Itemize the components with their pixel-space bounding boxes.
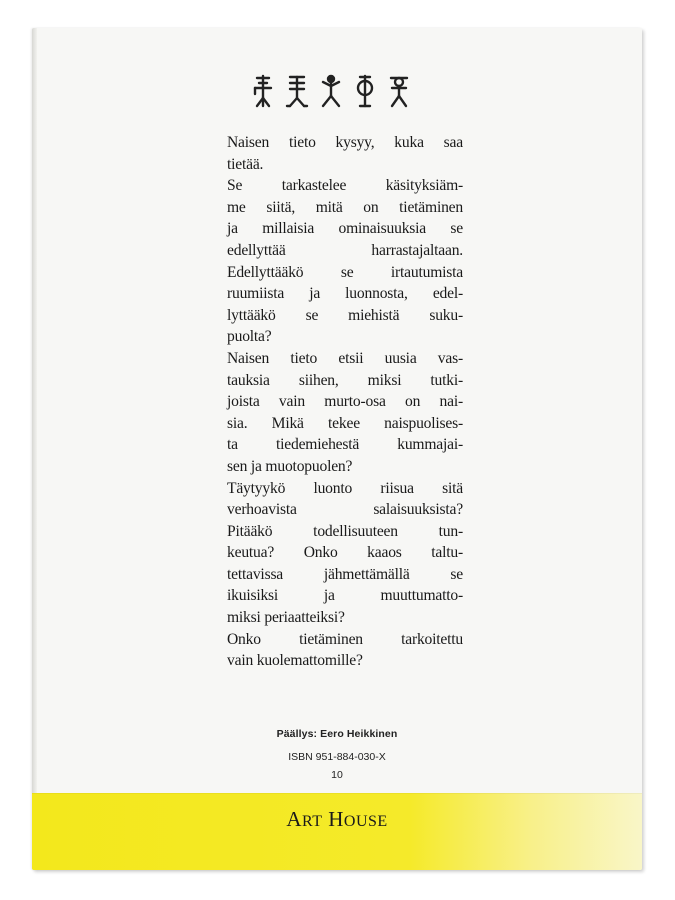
figure-glyph-3-icon: [318, 74, 344, 108]
cover-designer-credit: Päällys: Eero Heikkinen: [276, 728, 398, 740]
publisher-initial: H: [328, 807, 344, 831]
cover-edge: [32, 28, 37, 870]
blurb-line: Se tarkastelee käsityksiäm-: [227, 177, 463, 195]
blurb-line: lyttääkö se miehistä suku-: [227, 306, 463, 324]
blurb-line: tettavissa jähmettämällä se: [227, 565, 463, 583]
blurb-line: Naisen tieto etsii uusia vas-: [227, 349, 463, 367]
figure-glyph-1-icon: [250, 74, 276, 108]
blurb-line: puolta?: [227, 328, 272, 346]
glyph-row: [250, 74, 412, 108]
blurb-line: miksi periaatteiksi?: [227, 609, 345, 627]
blurb-line: sen ja muotopuolen?: [227, 457, 353, 475]
blurb-line: Täytyykö luonto riisua sitä: [227, 479, 463, 497]
publisher-initial: A: [286, 807, 302, 831]
blurb-line: Onko tietäminen tarkoitettu: [227, 630, 463, 648]
blurb-line: ja millaisia ominaisuuksia se: [227, 220, 463, 238]
isbn: ISBN 951-884-030-X: [288, 751, 386, 763]
blurb-line: me siitä, mitä on tietäminen: [227, 198, 463, 216]
blurb-line: ruumiista ja luonnosta, edel-: [227, 285, 463, 303]
publisher-name: [32, 807, 642, 832]
figure-glyph-4-icon: [352, 74, 378, 108]
blurb-line: verhoavista salaisuuksista?: [227, 501, 463, 519]
blurb-line: ikuisiksi ja muuttumatto-: [227, 587, 463, 605]
book-back-cover: [32, 28, 642, 870]
blurb-line: keutua? Onko kaaos taltu-: [227, 544, 463, 562]
figure-glyph-2-icon: [284, 74, 310, 108]
blurb-line: tauksia siihen, miksi tutki-: [227, 371, 463, 389]
publisher-rest: OUSE: [343, 813, 388, 830]
blurb-line: joista vain murto-osa on nai-: [227, 393, 463, 411]
blurb-line: tietää.: [227, 155, 264, 173]
blurb-line: Pitääkö todellisuuteen tun-: [227, 522, 463, 540]
blurb-line: sia. Mikä tekee naispuolises-: [227, 414, 463, 432]
blurb-line: ta tiedemiehestä kummajai-: [227, 436, 463, 454]
figure-glyph-5-icon: [386, 74, 412, 108]
publisher-rest: RT: [301, 813, 323, 830]
blurb-line: Edellyttääkö se irtautumista: [227, 263, 463, 281]
blurb-text: [227, 132, 463, 672]
blurb-line: Naisen tieto kysyy, kuka saa: [227, 134, 463, 151]
blurb-line: vain kuolemattomille?: [227, 652, 363, 670]
printing-number: 10: [331, 769, 343, 781]
blurb-line: edellyttää harrastajaltaan.: [227, 241, 463, 259]
